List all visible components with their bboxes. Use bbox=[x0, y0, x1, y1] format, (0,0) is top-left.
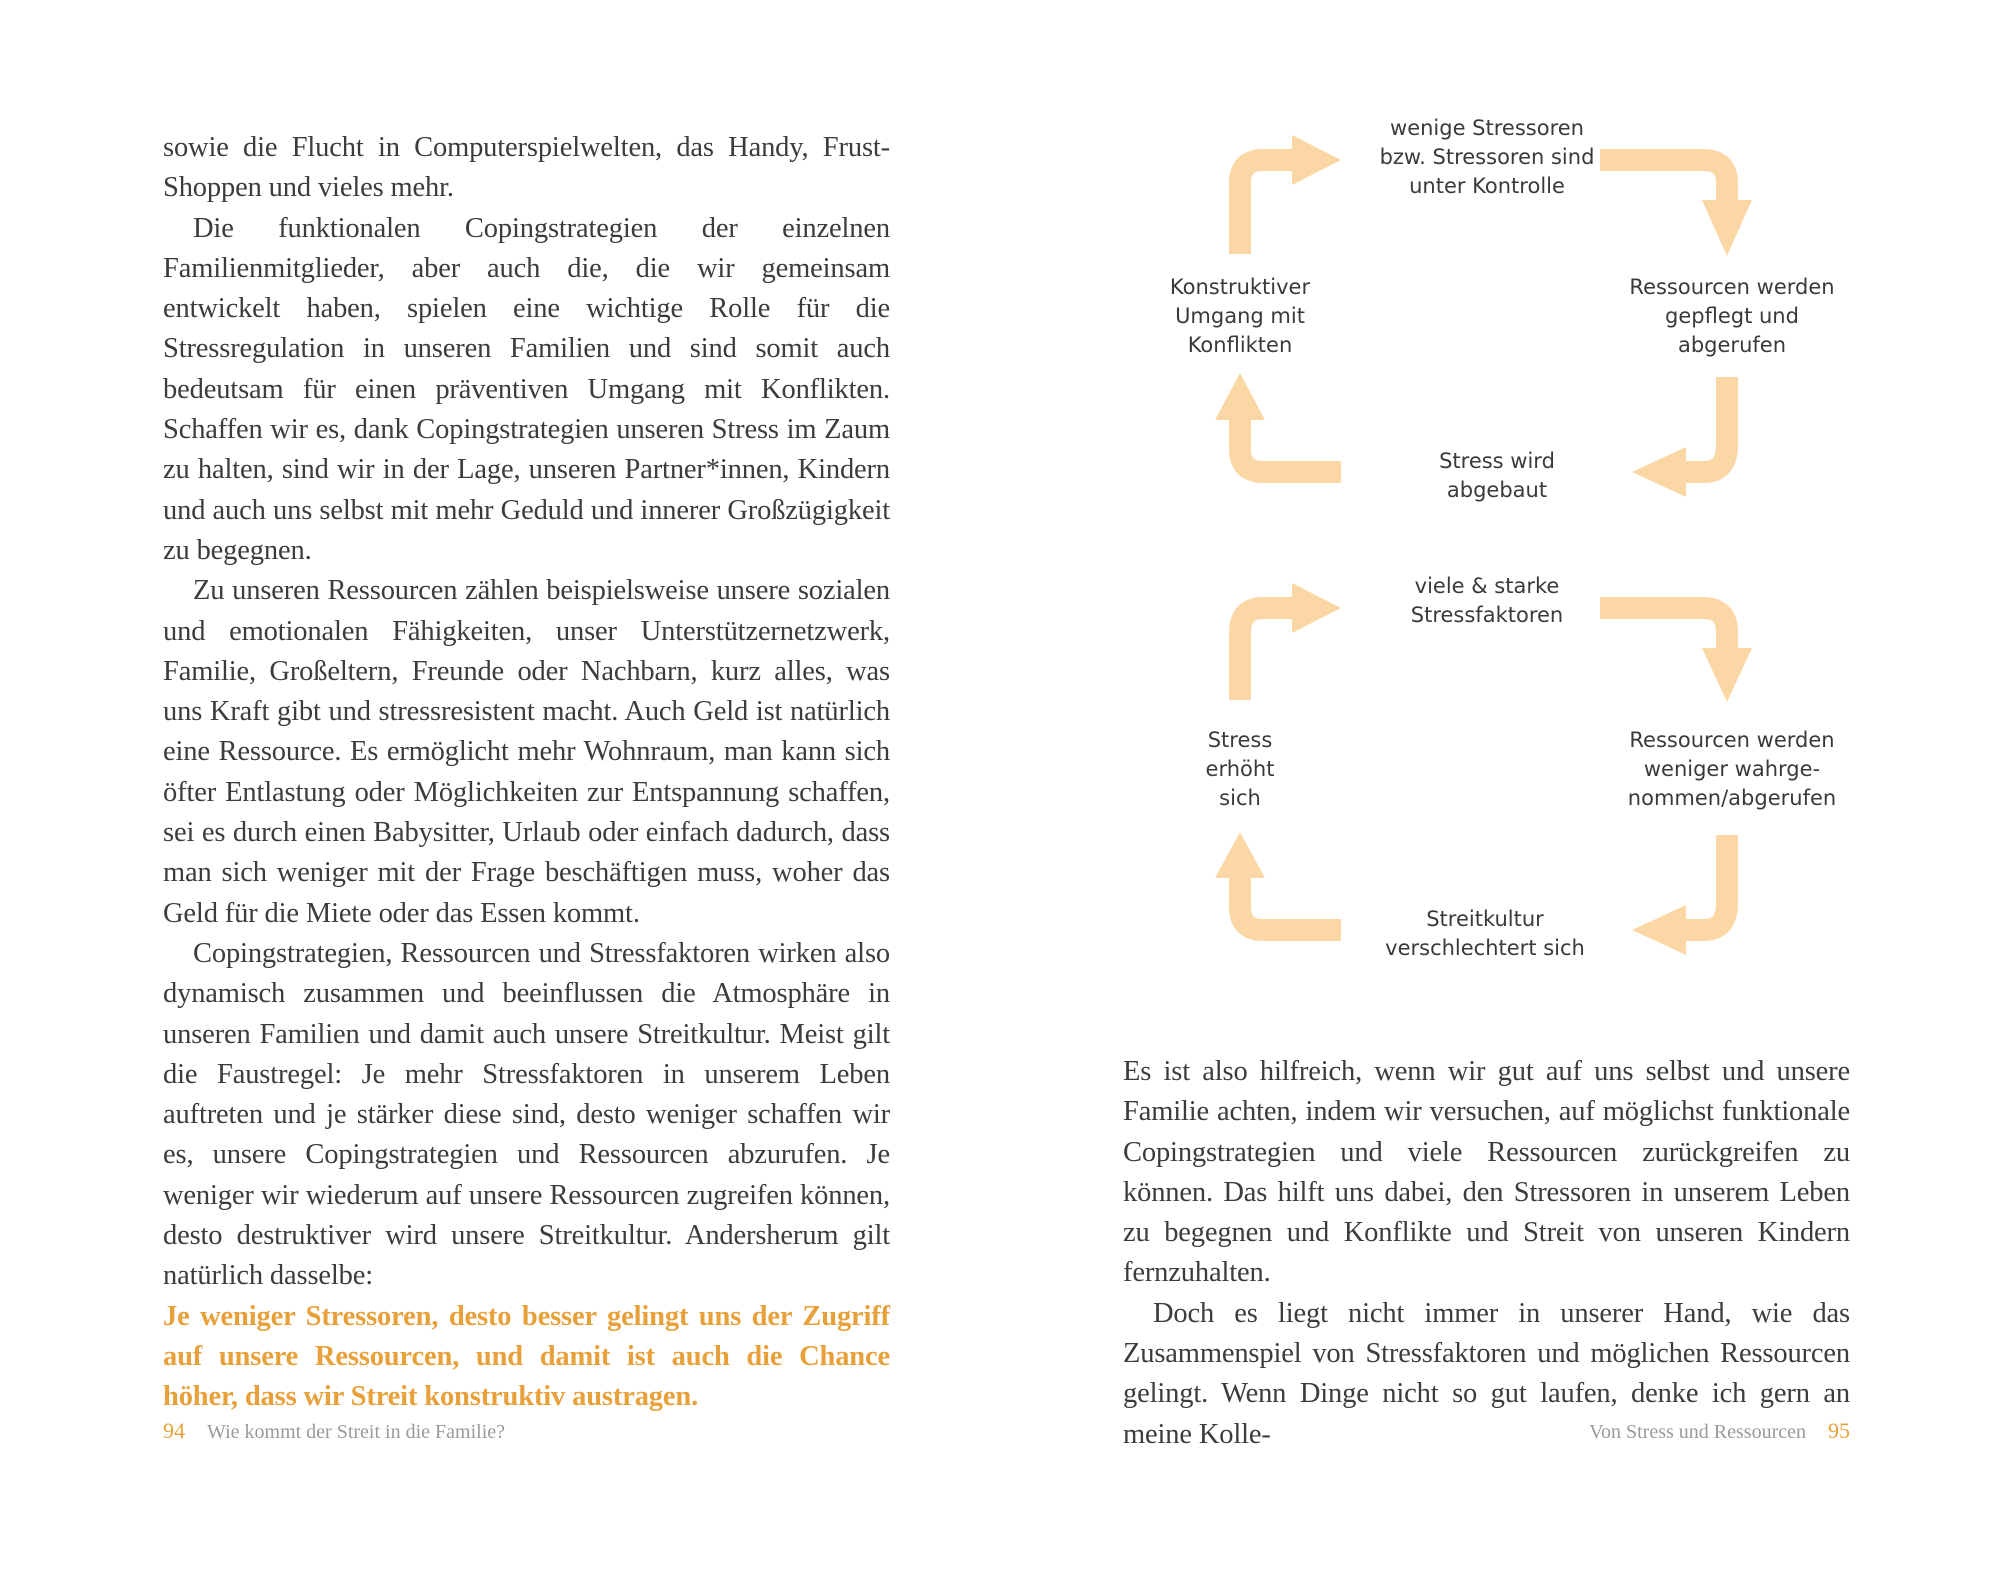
paragraph: Zu unseren Ressourcen zählen beispielsweise unsere sozialen und emotionalen Fähigkeiten, unser Unterstützernetzwerk, Familie, Großeltern, Freunde oder Nachbarn, kurz alles, was uns Kraft gibt und stressresistent macht. Auch Geld ist natürlich eine Ressource. Es ermöglicht mehr Wohnraum, man kann sich öfter Entlastung oder Möglichkeiten zur Entspannung schaffen, sei es durch einen Babysitter, Urlaub oder einfach dadurch, dass man sich weniger mit der Frage beschäftigen muss, woher das Geld für die Miete oder das Essen kommt. bbox=[163, 575, 890, 929]
left-body-text bbox=[163, 128, 890, 1418]
label-conflict-culture-worsens: Streitkultur verschlechtert sich bbox=[1385, 907, 1585, 960]
arrow-lower-left-top-icon bbox=[1240, 608, 1292, 700]
paragraph: Doch es liegt nicht immer in unserer Hand, wie das Zusammenspiel von Stressfaktoren und möglichen Ressourcen gelingt. Wenn Dinge nicht so gut laufen, denke ich gern an meine Kolle- bbox=[1123, 1297, 1850, 1450]
arrow-middle-right-icon bbox=[1686, 377, 1727, 472]
label-constructive-conflict: Konstruktiver Umgang mit Konflikten bbox=[1169, 275, 1311, 357]
paragraph: Es ist also hilfreich, wenn wir gut auf uns selbst und unsere Familie achten, indem wir versuchen, auf möglichst funktionale Copingstrategien und viele Ressourcen zurückgreifen zu können. Das hilft uns dabei, den Stressoren in unserem Leben zu begegnen und Konflikte und Streit von unseren Kindern fernzuhalten. bbox=[1123, 1056, 1850, 1289]
arrow-lower-left-bottom-icon bbox=[1240, 878, 1341, 930]
running-title: Von Stress und Ressourcen bbox=[1589, 1421, 1806, 1443]
right-body-text bbox=[1123, 1052, 1850, 1455]
stress-resource-cycle-diagram bbox=[1000, 0, 2000, 1000]
highlight-statement: Je weniger Stressoren, desto besser gelingt uns der Zugriff auf unsere Ressourcen, und damit ist auch die Chance höher, dass wir Streit konstruktiv austragen. bbox=[163, 1300, 890, 1413]
paragraph: Copingstrategien, Ressourcen und Stressfaktoren wirken also dynamisch zusammen und beeinflussen die Atmosphäre in unseren Familien und damit auch unsere Streitkultur. Meist gilt die Faustregel: Je mehr Stressfaktoren in unserem Leben auftreten und je stärker diese sind, desto weniger schaffen wir es, unsere Copingstrategien und Ressourcen abzurufen. Je weniger wir wiederum auf unsere Ressourcen zugreifen können, desto destruktiver wird unsere Streitkultur. Andersherum gilt natürlich dasselbe: bbox=[163, 937, 890, 1292]
arrow-lower-right-bottom-icon bbox=[1686, 835, 1727, 930]
label-many-stressors: viele & starke Stressfaktoren bbox=[1410, 574, 1564, 627]
arrow-upper-right-icon bbox=[1600, 160, 1727, 200]
label-stress-reduced: Stress wird abgebaut bbox=[1439, 449, 1555, 502]
running-title: Wie kommt der Streit in die Familie? bbox=[207, 1421, 506, 1443]
right-page bbox=[1000, 0, 2000, 1593]
arrow-upper-left-icon bbox=[1240, 160, 1292, 254]
page-number: 95 bbox=[1828, 1418, 1850, 1443]
label-resources-less-used: Ressourcen werden weniger wahrge- nommen/abgerufen bbox=[1627, 728, 1837, 810]
arrow-middle-left-icon bbox=[1240, 420, 1341, 472]
label-stress-increases: Stress erhöht sich bbox=[1205, 728, 1275, 810]
footer-left bbox=[163, 1418, 505, 1444]
label-resources-maintained: Ressourcen werden gepflegt und abgerufen bbox=[1629, 275, 1835, 357]
page-number: 94 bbox=[163, 1418, 185, 1443]
paragraph: Die funktionalen Copingstrategien der einzelnen Familienmitglieder, aber auch die, die wir gemeinsam entwickelt haben, spielen eine wichtige Rolle für die Stressregulation in unseren Familien und sind somit auch bedeutsam für einen präventiven Umgang mit Konflikten. Schaffen wir es, dank Copingstrategien unseren Stress im Zaum zu halten, sind wir in der Lage, unseren Partner*innen, Kindern und auch uns selbst mit mehr Geduld und innerer Großzügigkeit zu begegnen. bbox=[163, 212, 890, 566]
paragraph: sowie die Flucht in Computerspielwelten, das Handy, Frust-Shoppen und vieles mehr. bbox=[163, 132, 890, 204]
footer-right bbox=[1589, 1418, 1850, 1444]
arrow-lower-right-top-icon bbox=[1600, 608, 1727, 648]
label-few-stressors: wenige Stressoren bzw. Stressoren sind unter Kontrolle bbox=[1379, 116, 1595, 198]
